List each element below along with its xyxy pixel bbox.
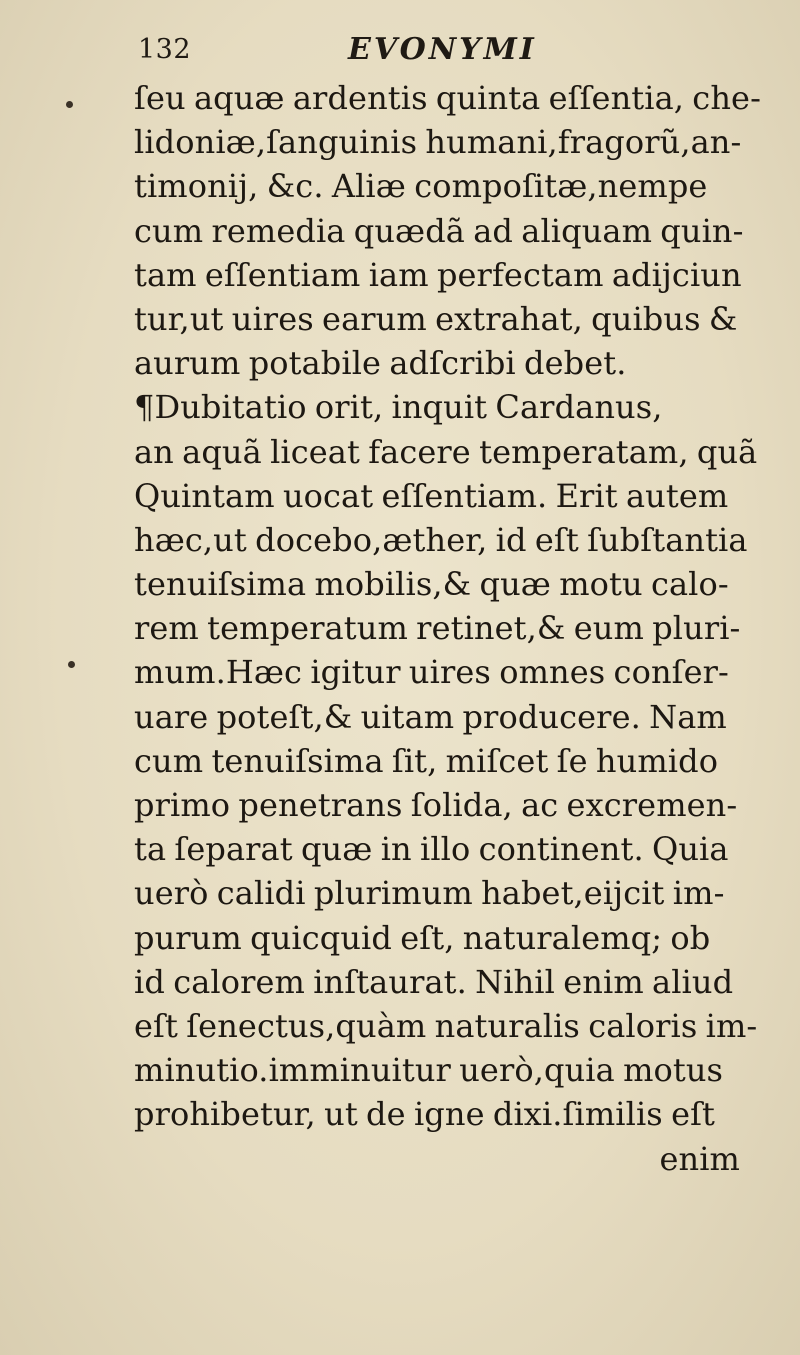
text-line: cum remedia quædã ad aliquam quin- — [134, 211, 744, 250]
text-line: minutio.imminuitur uerò,quia motus — [134, 1051, 724, 1090]
text-line: tam eſſentiam iam perfectam adijciun — [134, 255, 742, 294]
text-line: hæc,ut docebo,æther, id eſt ſubſtantia — [134, 520, 748, 559]
text-line: ta ſeparat quæ in illo continent. Quia — [134, 830, 729, 869]
text-line: prohibetur, ut de igne dixi.ſimilis eſt — [134, 1095, 716, 1134]
text-line: ſeu aquæ ardentis quinta eſſentia, che- — [134, 79, 761, 117]
page-header — [130, 28, 770, 68]
text-line: lidoniæ,ſanguinis humani,fragorũ,an- — [134, 123, 742, 162]
text-line: an aquã liceat facere temperatam, quã — [134, 432, 758, 471]
ink-speck — [68, 661, 75, 668]
text-line: aurum potabile adſcribi debet. — [134, 344, 627, 383]
text-line: timonij, &c. Aliæ compoſitæ,nempe — [134, 167, 708, 206]
text-line: tenuiſsima mobilis,& quæ motu calo- — [134, 565, 729, 604]
text-line: rem temperatum retinet,& eum pluri- — [134, 609, 741, 648]
text-line: uerò calidi plurimum habet,eijcit im- — [134, 874, 725, 913]
text-line: id calorem inſtaurat. Nihil enim aliud — [134, 962, 734, 1001]
text-line: Quintam uocat eſſentiam. Erit autem — [134, 476, 729, 515]
text-line: eſt ſenectus,quàm naturalis caloris im- — [134, 1006, 758, 1045]
text-line: ¶Dubitatio orit, inquit Cardanus, — [134, 388, 663, 427]
running-head: EVONYMI — [348, 32, 537, 67]
text-line: primo penetrans ſolida, ac excremen- — [134, 786, 738, 824]
text-line: uare poteſt,& uitam producere. Nam — [134, 697, 727, 736]
text-line: cum tenuiſsima ſit, miſcet ſe humido — [134, 741, 719, 780]
ink-speck — [66, 101, 73, 108]
text-line: tur,ut uires earum extrahat, quibus & — [134, 299, 738, 338]
text-line: mum.Hæc igitur uires omnes conſer- — [134, 653, 729, 692]
text-line: purum quicquid eſt, naturalemq; ob — [134, 918, 711, 957]
body-text — [134, 76, 774, 1181]
catchword: enim — [659, 1139, 740, 1178]
page-number: 132 — [138, 34, 192, 65]
